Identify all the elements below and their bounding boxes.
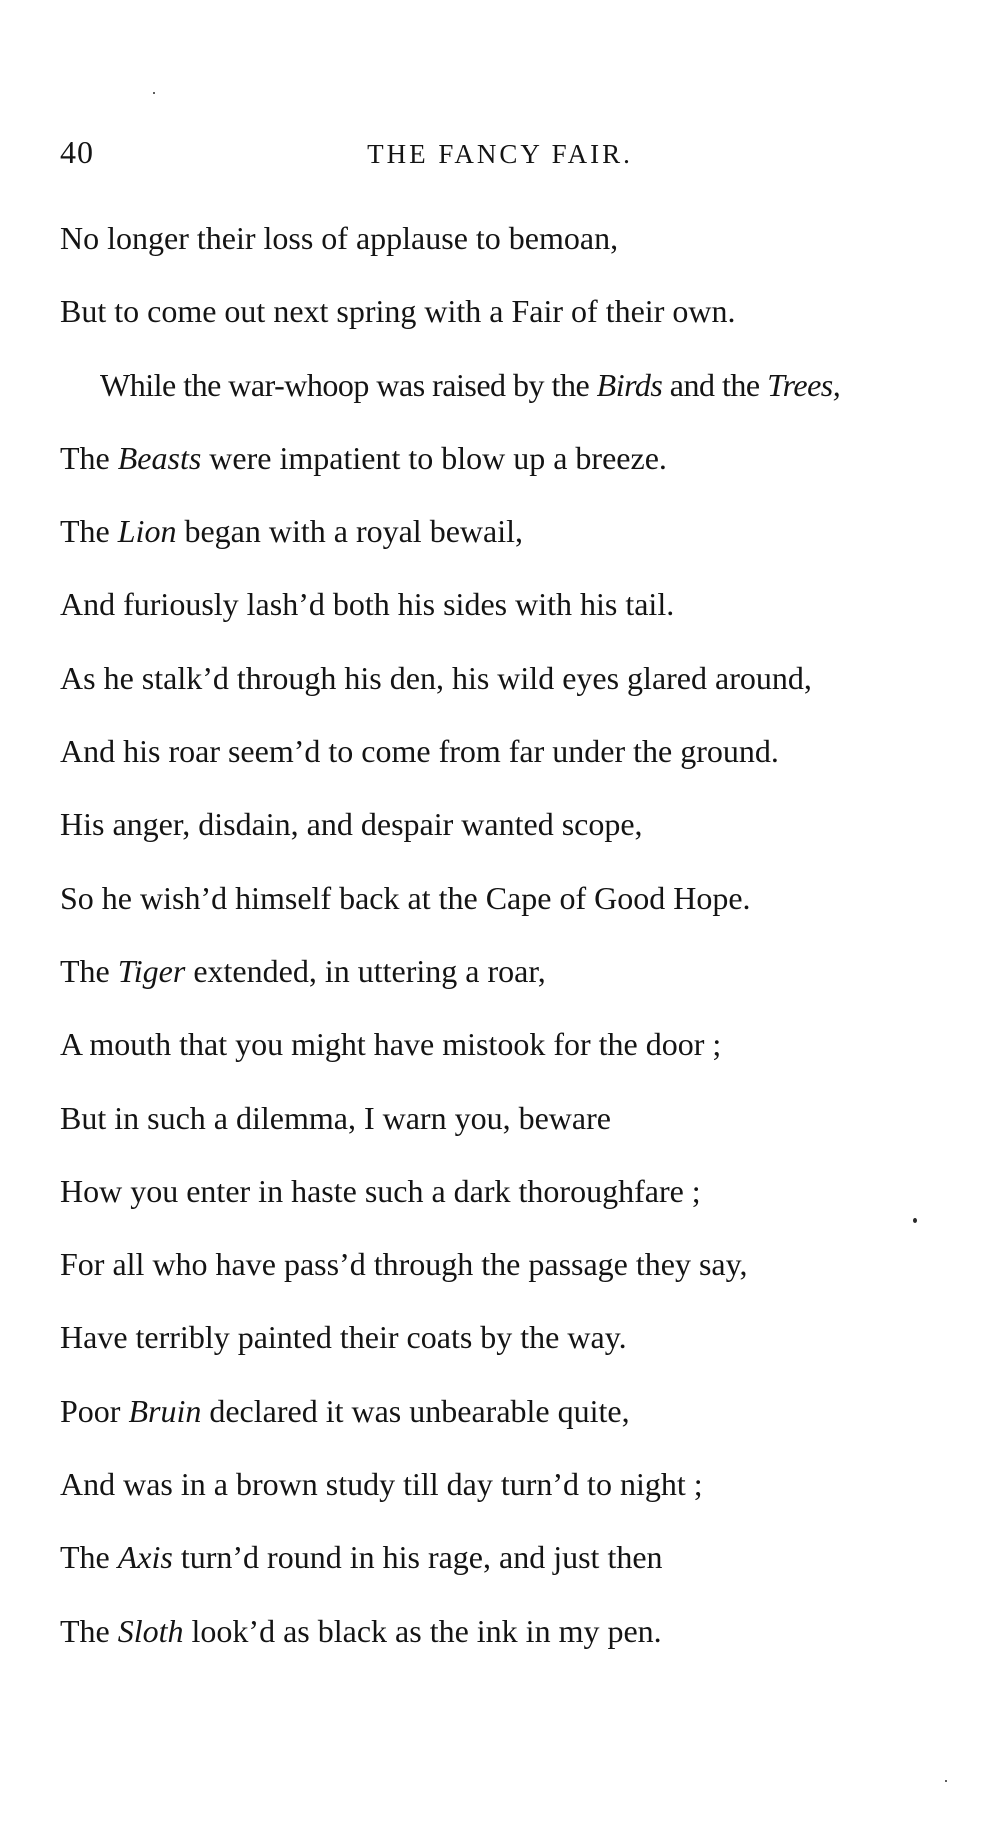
poem-line-13: But in such a dilemma, I warn you, beware	[60, 1099, 611, 1136]
line-text: look’d as black as the ink in my pen.	[183, 1612, 662, 1649]
poem-line-2: But to come out next spring with a Fair of their own.	[60, 293, 736, 330]
page-number: 40	[60, 134, 94, 170]
running-head-title: THE FANCY FAIR.	[367, 139, 633, 169]
poem-line-6: And furiously lash’d both his sides with his tail.	[60, 586, 675, 623]
line-text: Poor	[60, 1392, 129, 1429]
poem-body	[60, 218, 980, 1684]
poem-line-20	[60, 1611, 980, 1684]
poem-line-7: As he stalk’d through his den, his wild eyes glared around,	[60, 659, 812, 696]
poem-line-8: And his roar seem’d to come from far under the ground.	[60, 733, 779, 770]
line-text: began with a royal bewail,	[176, 513, 523, 550]
line-text: The	[60, 1612, 118, 1649]
line-text: were impatient to blow up a breeze.	[201, 439, 667, 476]
line-text: turn’d round in his rage, and just then	[172, 1539, 663, 1576]
poem-line-5	[60, 511, 980, 584]
poem-line-9: His anger, disdain, and despair wanted scope,	[60, 806, 643, 843]
poem-line-12: A mouth that you might have mistook for the door ;	[60, 1026, 722, 1063]
poem-line-10: So he wish’d himself back at the Cape of Good Hope.	[60, 879, 751, 916]
italic-word-lion: Lion	[117, 513, 177, 550]
italic-word-axis: Axis	[117, 1539, 173, 1576]
poem-line-15: For all who have pass’d through the passage they say,	[60, 1246, 748, 1283]
italic-word-tiger: Tiger	[117, 952, 186, 989]
poem-line-1: No longer their loss of applause to bemoan,	[60, 220, 619, 256]
italic-word-beasts: Beasts	[117, 439, 202, 476]
scan-speck	[913, 1218, 917, 1223]
poem-line-16: Have terribly painted their coats by the way.	[60, 1319, 627, 1356]
line-text: and the	[662, 366, 768, 403]
line-text: The	[60, 439, 118, 476]
line-text: The	[60, 1539, 118, 1576]
poem-line-18: And was in a brown study till day turn’d to night ;	[60, 1466, 703, 1503]
italic-word-birds: Birds	[596, 366, 663, 403]
line-text: The	[60, 513, 118, 550]
scan-speck	[945, 1780, 947, 1782]
line-text: The	[60, 952, 118, 989]
italic-word-sloth: Sloth	[117, 1612, 184, 1649]
line-text: declared it was unbearable quite,	[201, 1392, 630, 1429]
poem-line-11	[60, 951, 980, 1024]
poem-line-17	[60, 1391, 980, 1464]
scan-speck	[153, 92, 155, 94]
italic-word-trees: Trees,	[767, 366, 841, 403]
poem-line-3	[60, 365, 980, 438]
line-text: extended, in uttering a roar,	[185, 952, 546, 989]
poem-line-19	[60, 1537, 980, 1610]
poem-line-4	[60, 438, 980, 511]
italic-word-bruin: Bruin	[128, 1392, 202, 1429]
poem-line-14: How you enter in haste such a dark thoroughfare ;	[60, 1172, 701, 1209]
line-text: While the war-whoop was raised by the	[100, 366, 597, 403]
